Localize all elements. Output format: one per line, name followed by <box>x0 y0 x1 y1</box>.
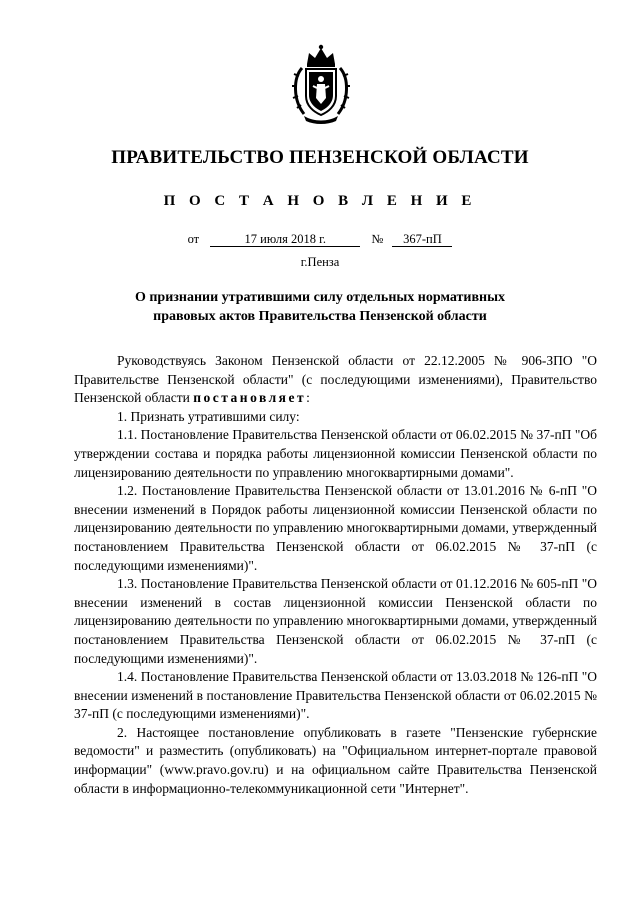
preamble-text: Руководствуясь Законом Пензенской области от 22.12.2005 № 906-ЗПО "О Правительстве Пензенской области" (с последующими изменениями), Правительство Пензенской области <box>74 353 597 406</box>
document-date: 17 июля 2018 г. <box>210 233 360 247</box>
document-number: 367-пП <box>392 233 452 247</box>
date-prefix: от <box>187 232 200 246</box>
clause-1-3: 1.3. Постановление Правительства Пензенской области от 01.12.2016 № 605-пП "О внесении изменений в состав лицензионной комиссии Пензенской области по лицензированию деятельности по управлению многоквартирными домами, утвержденный постановлением Правительства Пензенской области от 06.02.2015 № 37-пП (с последующими изменениями)". <box>74 576 597 666</box>
subject-line-2: правовых актов Правительства Пензенской области <box>153 309 487 324</box>
document-type: П О С Т А Н О В Л Е Н И Е <box>163 193 477 209</box>
preamble-verb: постановляет <box>193 390 307 406</box>
document-meta <box>0 232 640 247</box>
preamble-end: : <box>306 390 310 406</box>
clause-1-1: 1.1. Постановление Правительства Пензенской области от 06.02.2015 № 37-пП "Об утверждении состава и порядка работы лицензионной комиссии Пензенской области по лицензированию деятельности по управлению многоквартирными домами". <box>74 427 597 480</box>
subject-line-1: О признании утратившими силу отдельных нормативных <box>134 290 506 305</box>
number-prefix: № <box>371 232 384 246</box>
document-city: г.Пенза <box>300 255 340 269</box>
government-title: ПРАВИТЕЛЬСТВО ПЕНЗЕНСКОЙ ОБЛАСТИ <box>111 147 529 168</box>
clause-1-4: 1.4. Постановление Правительства Пензенской области от 13.03.2018 № 126-пП "О внесении изменений в постановление Правительства Пензенской области от 06.02.2015 № 37-пП (с последующими изменениями)". <box>74 669 597 722</box>
coat-of-arms-icon <box>290 44 352 126</box>
document-subject <box>0 288 640 326</box>
clause-2: 2. Настоящее постановление опубликовать в газете "Пензенские губернские ведомости" и разместить (опубликовать) на "Официальном интернет-портале правовой информации" (www.pravo.gov.ru) и на официальном сайте Правительства Пензенской области в информационно-телекоммуникационной сети "Интернет". <box>74 724 597 796</box>
clause-1: 1. Признать утратившими силу: <box>117 408 300 424</box>
preamble <box>74 352 597 408</box>
document-body <box>74 352 597 798</box>
clause-1-2: 1.2. Постановление Правительства Пензенской области от 13.01.2016 № 6-пП "О внесении изменений в Порядок работы лицензионной комиссии Пензенской области по лицензированию деятельности по управлению многоквартирными домами, утвержденный постановлением Правительства Пензенской области от 06.02.2015 № 37-пП (с последующими изменениями)". <box>74 483 597 573</box>
